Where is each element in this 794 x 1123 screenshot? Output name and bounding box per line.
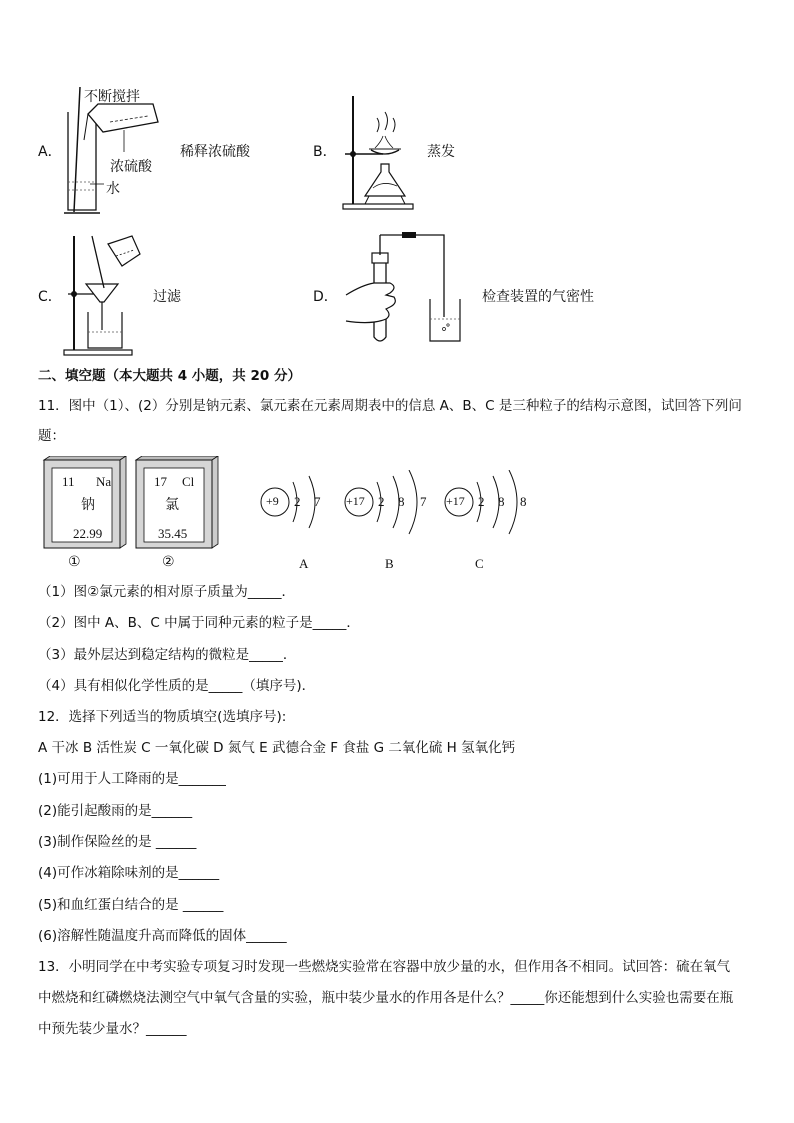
q11-sub4: （4）具有相似化学性质的是_____（填序号)． <box>38 678 316 694</box>
q12-sub3: (3)制作保险丝的是 ______ <box>38 834 197 850</box>
section-heading: 二、填空题（本大题共 4 小题，共 20 分） <box>38 368 301 384</box>
label-stir: 不断搅拌 <box>84 89 140 105</box>
q13-line1: 13．小明同学在中考实验专项复习时发现一些燃烧实验常在容器中放少量的水，但作用各不相同。试回答：硫在氧气 <box>38 959 731 975</box>
option-c-letter: C． <box>38 289 62 305</box>
option-b-caption: 蒸发 <box>427 144 455 160</box>
option-d-letter: D． <box>313 289 338 305</box>
q11-sub2: （2）图中 A、B、C 中属于同种元素的粒子是_____． <box>38 615 360 631</box>
particle-a-shell2: 7 <box>314 494 321 509</box>
tile2-symbol: Cl <box>182 474 195 489</box>
particle-c-shell3: 8 <box>520 494 527 509</box>
q12-choices: A 干冰 B 活性炭 C 一氧化碳 D 氮气 E 武德合金 F 食盐 G 二氧化硫 H 氢氧化钙 <box>38 740 516 756</box>
tile2-number: 17 <box>154 474 167 489</box>
tile1-number: 11 <box>62 474 75 489</box>
q13-line3: 中预先装少量水？______ <box>38 1021 187 1037</box>
q12-sub1: (1)可用于人工降雨的是_______ <box>38 771 226 787</box>
tile2-label: ② <box>162 554 175 570</box>
q13-line2: 中燃烧和红磷燃烧法测空气中氧气含量的实验，瓶中装少量水的作用各是什么？_____你还能想到什么实验也需要在瓶 <box>38 990 734 1006</box>
particle-c-label: C <box>475 556 484 571</box>
particle-c-shell1: 2 <box>478 494 485 509</box>
q12-sub6: (6)溶解性随温度升高而降低的固体______ <box>38 928 287 944</box>
q12-sub5: (5)和血红蛋白结合的是 ______ <box>38 897 224 913</box>
particle-a-nucleus: +9 <box>266 494 279 508</box>
q11-stem-line1: 11．图中（1）、(2）分别是钠元素、氯元素在元素周期表中的信息 A、B、C 是三种粒子的结构示意图，试回答下列问 <box>38 398 742 414</box>
tile1-mass: 22.99 <box>73 526 103 541</box>
option-d-caption: 检查装置的气密性 <box>482 289 594 305</box>
filtration-apparatus-figure <box>60 232 150 360</box>
tile1-label: ① <box>68 554 81 570</box>
option-b-letter: B． <box>313 144 337 160</box>
q12-sub2: (2)能引起酸雨的是______ <box>38 803 193 819</box>
q11-sub1: （1）图②氯元素的相对原子质量为_____． <box>38 584 295 600</box>
particle-b-nucleus: +17 <box>346 494 365 508</box>
q11-stem-line2: 题： <box>38 428 65 444</box>
option-a-letter: A． <box>38 144 62 160</box>
element-tiles-figure <box>42 456 222 551</box>
q11-sub3: （3）最外层达到稳定结构的微粒是_____． <box>38 647 297 663</box>
tile2-name: 氯 <box>165 497 179 513</box>
particle-b-label: B <box>385 556 394 571</box>
q12-stem: 12．选择下列适当的物质填空(选填序号): <box>38 709 287 725</box>
particle-a-shell1: 2 <box>294 494 301 509</box>
option-c-caption: 过滤 <box>153 289 181 305</box>
label-conc-acid: 浓硫酸 <box>110 159 152 175</box>
particle-c-shell2: 8 <box>498 494 505 509</box>
particle-c-nucleus: +17 <box>446 494 465 508</box>
particle-a-label: A <box>299 556 309 571</box>
tile2-mass: 35.45 <box>158 526 188 541</box>
tile1-name: 钠 <box>81 497 95 513</box>
evaporation-apparatus-figure <box>335 92 420 212</box>
particle-b-shell1: 2 <box>378 494 385 509</box>
option-a-caption: 稀释浓硫酸 <box>180 144 250 160</box>
q12-sub4: (4)可作冰箱除味剂的是______ <box>38 865 220 881</box>
particle-b-shell2: 8 <box>398 494 405 509</box>
airtightness-check-figure <box>342 225 472 350</box>
particle-b-shell3: 7 <box>420 494 427 509</box>
tile1-symbol: Na <box>96 474 112 489</box>
label-water: 水 <box>106 181 120 197</box>
